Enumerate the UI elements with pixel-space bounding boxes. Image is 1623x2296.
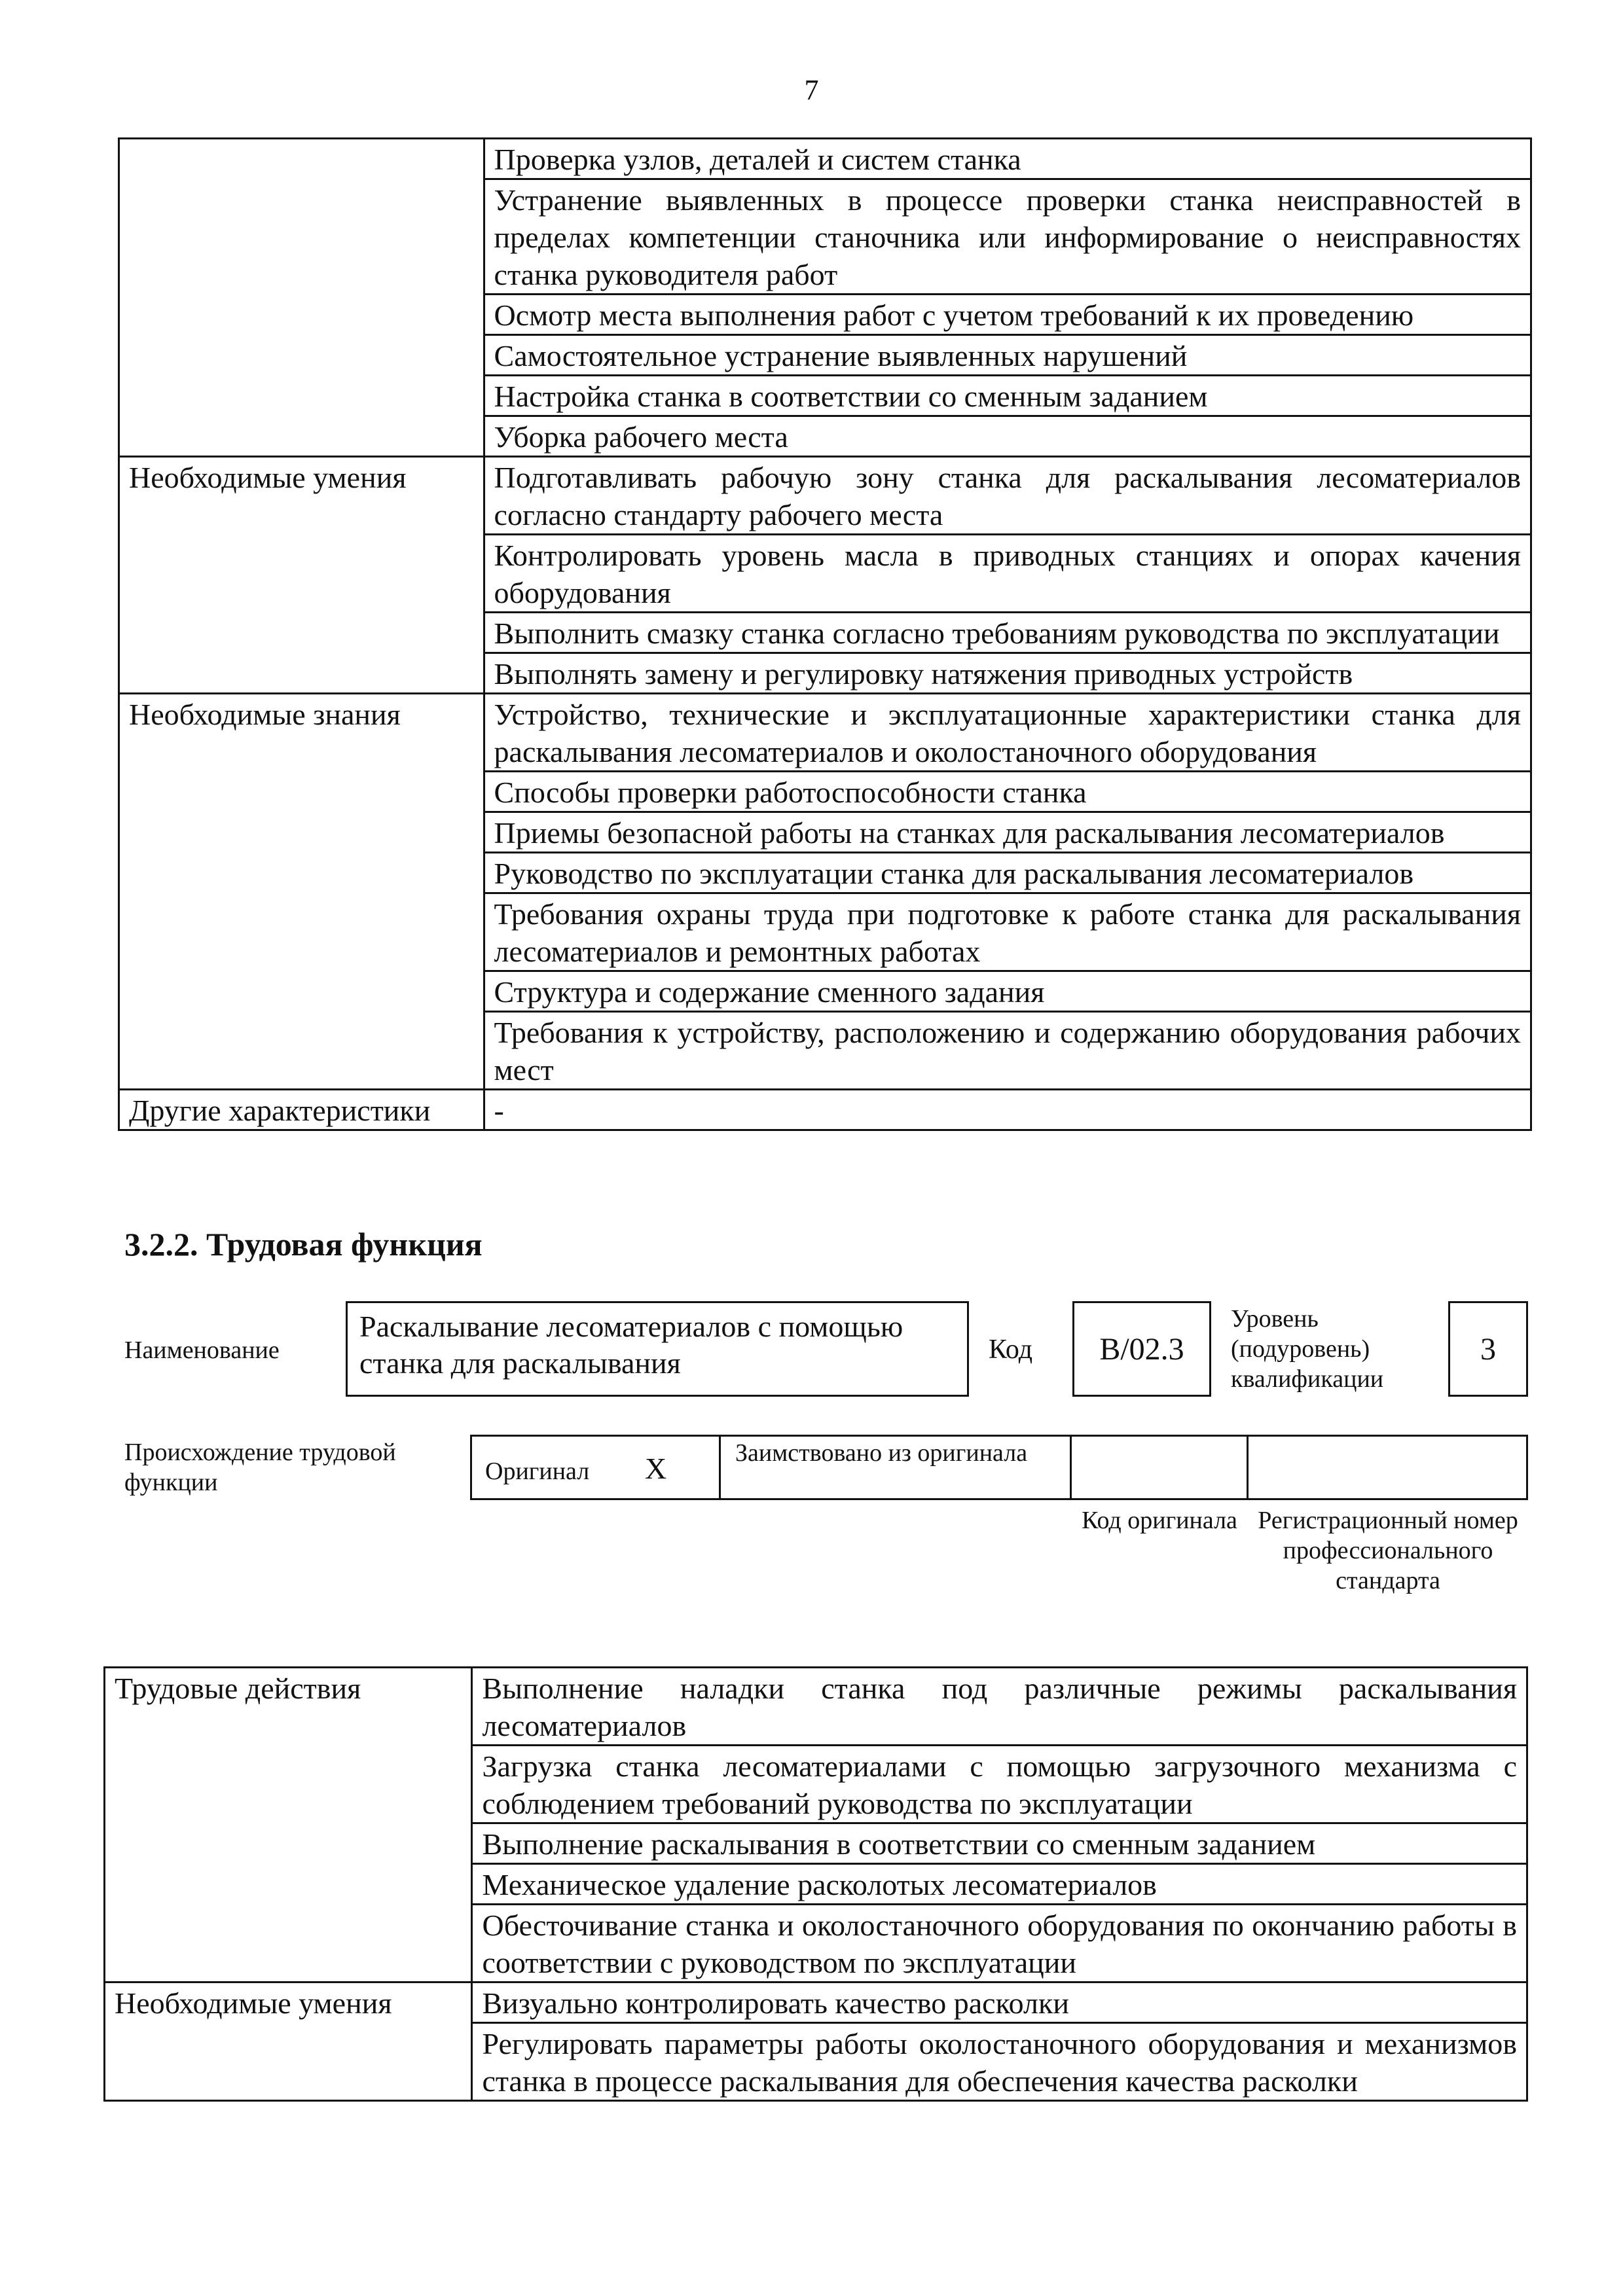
function-table-continued (118, 137, 1532, 1131)
function-name-value: Раскалывание лесоматериалов с помощью станка для раскалывания (359, 1310, 903, 1380)
table-cell: Подготавливать рабочую зону станка для раскалывания лесоматериалов согласно стандарту рабочего места (484, 457, 1531, 535)
table-row (119, 1090, 1531, 1130)
table-cell: Регулировать параметры работы околостаночного оборудования и механизмов станка в процессе раскалывания для обеспечения качества расколки (472, 2023, 1527, 2101)
table-cell: Загрузка станка лесоматериалами с помощью загрузочного механизма с соблюдением требований руководства по эксплуатации (472, 1746, 1527, 1823)
level-label: Уровень (подуровень) квалификации (1231, 1305, 1384, 1393)
table-cell: Проверка узлов, деталей и систем станка (484, 139, 1531, 179)
row-label: Необходимые знания (119, 694, 484, 1090)
reg-number-cell (1249, 1437, 1526, 1498)
table-cell: Осмотр места выполнения работ с учетом требований к их проведению (484, 295, 1531, 335)
table-cell: Выполнять замену и регулировку натяжения приводных устройств (484, 653, 1531, 694)
table-cell: Руководство по эксплуатации станка для раскалывания лесоматериалов (484, 853, 1531, 893)
table-cell: - (484, 1090, 1531, 1130)
origin-original-label: Оригинал (485, 1458, 590, 1485)
reg-number-label: Регистрационный номер профессионального стандарта (1258, 1507, 1518, 1594)
table-cell: Настройка станка в соответствии со сменным заданием (484, 376, 1531, 416)
function-table (103, 1666, 1528, 2102)
row-label: Трудовые действия (105, 1668, 472, 1982)
code-original-cell (1072, 1437, 1249, 1498)
table-row (119, 139, 1531, 179)
code-value-box (1072, 1301, 1211, 1397)
table-cell: Обесточивание станка и околостаночного оборудования по окончанию работы в соответствии с руководством по эксплуатации (472, 1905, 1527, 1982)
row-label: Необходимые умения (105, 1982, 472, 2101)
table-cell: Самостоятельное устранение выявленных нарушений (484, 335, 1531, 376)
table-cell: Устройство, технические и эксплуатационные характеристики станка для раскалывания лесоматериалов и околостаночного оборудования (484, 694, 1531, 772)
table-cell: Уборка рабочего места (484, 416, 1531, 457)
row-label: Необходимые умения (119, 457, 484, 694)
table-cell: Требования охраны труда при подготовке к работе станка для раскалывания лесоматериалов и ремонтных работах (484, 893, 1531, 971)
origin-mark: X (645, 1452, 667, 1485)
code-value: В/02.3 (1099, 1331, 1184, 1367)
table-cell: Структура и содержание сменного задания (484, 971, 1531, 1012)
table-cell: Выполнение раскалывания в соответствии со сменным заданием (472, 1823, 1527, 1864)
table-row (119, 694, 1531, 772)
table-cell: Механическое удаление расколотых лесоматериалов (472, 1864, 1527, 1905)
function-name-box (346, 1301, 969, 1397)
table-cell: Устранение выявленных в процессе проверки станка неисправностей в пределах компетенции станочника или информирование о неисправностях станка руководителя работ (484, 179, 1531, 295)
table-cell: Требования к устройству, расположению и содержанию оборудования рабочих мест (484, 1012, 1531, 1090)
table-cell: Визуально контролировать качество расколки (472, 1982, 1527, 2023)
section-heading: 3.2.2. Трудовая функция (124, 1226, 483, 1263)
table-cell: Способы проверки работоспособности станка (484, 772, 1531, 812)
origin-borrowed-label: Заимствовано из оригинала (735, 1439, 1028, 1467)
table-cell: Выполнение наладки станка под различные режимы раскалывания лесоматериалов (472, 1668, 1527, 1746)
level-value: 3 (1480, 1331, 1496, 1367)
table-row (105, 1668, 1527, 1746)
origin-original-cell (472, 1437, 721, 1498)
table-row (119, 457, 1531, 535)
row-label: Другие характеристики (119, 1090, 484, 1130)
table-cell: Приемы безопасной работы на станках для раскалывания лесоматериалов (484, 812, 1531, 853)
table-row (105, 1982, 1527, 2023)
level-value-box (1448, 1301, 1528, 1397)
page-number: 7 (804, 74, 819, 106)
origin-label: Происхождение трудовой функции (124, 1439, 396, 1496)
table-cell: Контролировать уровень масла в приводных станциях и опорах качения оборудования (484, 535, 1531, 613)
code-label: Код (989, 1335, 1033, 1365)
origin-table (470, 1435, 1528, 1500)
code-original-label: Код оригинала (1082, 1507, 1237, 1534)
name-label: Наименование (124, 1336, 280, 1364)
origin-borrowed-cell (721, 1437, 1072, 1498)
table-cell: Выполнить смазку станка согласно требованиям руководства по эксплуатации (484, 613, 1531, 653)
row-label (119, 139, 484, 457)
